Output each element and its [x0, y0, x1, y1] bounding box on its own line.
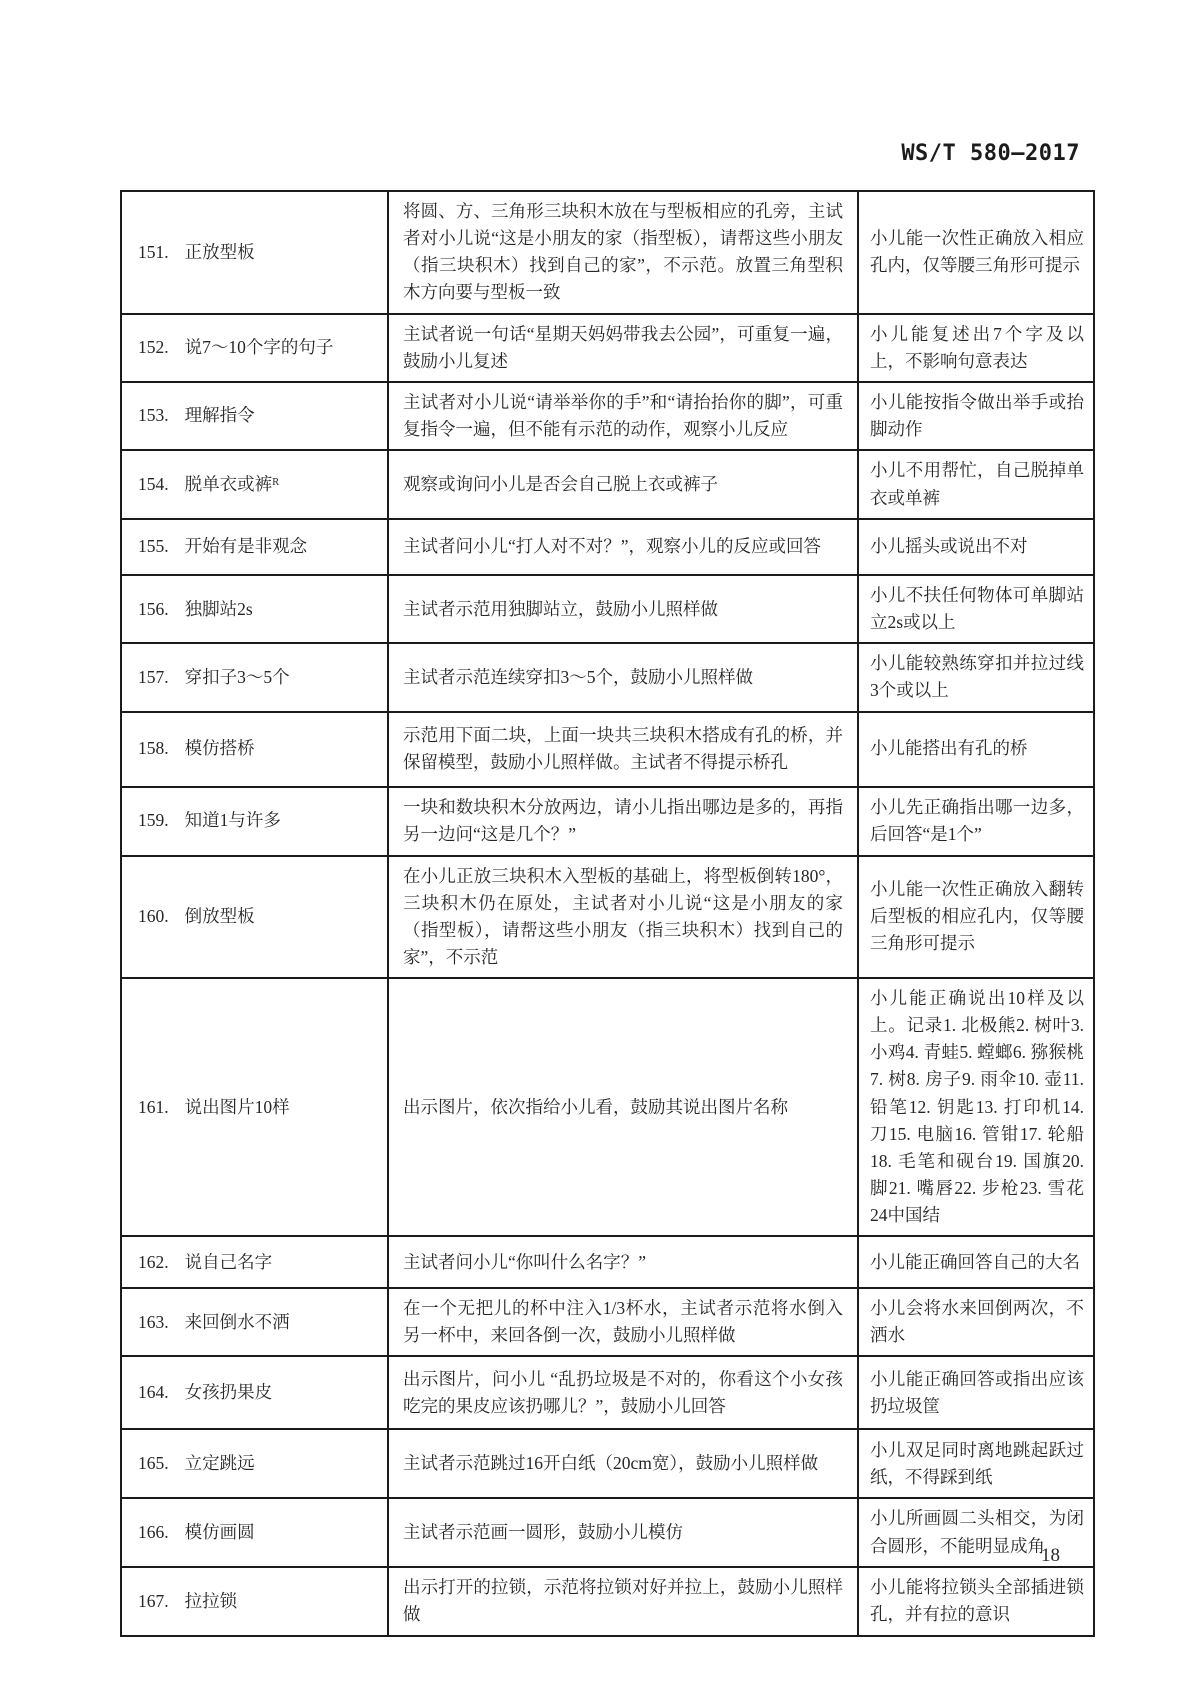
criteria-cell: 小儿能正确回答或指出应该扔垃圾筐 [858, 1356, 1094, 1429]
criteria-cell: 小儿不扶任何物体可单脚站立2s或以上 [858, 575, 1094, 643]
item-cell [121, 575, 388, 643]
criteria-cell: 小儿能将拉锁头全部插进锁孔，并有拉的意识 [858, 1567, 1094, 1636]
criteria-cell: 小儿能一次性正确放入翻转后型板的相应孔内，仅等腰三角形可提示 [858, 856, 1094, 979]
item-number: 155. [138, 536, 169, 557]
criteria-cell: 小儿能一次性正确放入相应孔内，仅等腰三角形可提示 [858, 191, 1094, 314]
item-number: 162. [138, 1251, 169, 1272]
item-name: 来回倒水不洒 [184, 1311, 290, 1332]
table-row [121, 314, 1094, 382]
criteria-cell: 小儿能复述出7个字及以上，不影响句意表达 [858, 314, 1094, 382]
item-number: 154. [138, 473, 169, 494]
method-cell: 示范用下面二块，上面一块共三块积木搭成有孔的桥，并保留模型，鼓励小儿照样做。主试者不得提示桥孔 [388, 712, 858, 787]
item-name: 开始有是非观念 [184, 536, 308, 557]
criteria-cell: 小儿摇头或说出不对 [858, 519, 1094, 575]
standard-number: WS/T 580—2017 [901, 141, 1080, 166]
table-row [121, 1288, 1094, 1356]
criteria-cell: 小儿先正确指出哪一边多，后回答“是1个” [858, 787, 1094, 856]
method-cell: 出示打开的拉锁，示范将拉锁对好并拉上，鼓励小儿照样做 [388, 1567, 858, 1636]
criteria-cell: 小儿双足同时离地跳起跃过纸，不得踩到纸 [858, 1429, 1094, 1498]
item-name: 独脚站2s [184, 598, 253, 619]
item-cell [121, 787, 388, 856]
item-number: 156. [138, 598, 169, 619]
table-row [121, 1236, 1094, 1288]
item-number: 165. [138, 1453, 169, 1474]
criteria-cell: 小儿能较熟练穿扣并拉过线3个或以上 [858, 643, 1094, 711]
criteria-cell: 小儿不用帮忙，自己脱掉单衣或单裤 [858, 450, 1094, 519]
table-row [121, 382, 1094, 450]
method-cell: 主试者对小儿说“请举举你的手”和“请抬抬你的脚”，可重复指令一遍，但不能有示范的动作，观察小儿反应 [388, 382, 858, 450]
item-number: 153. [138, 405, 169, 426]
item-cell [121, 191, 388, 314]
item-cell [121, 450, 388, 519]
criteria-cell: 小儿能按指令做出举手或抬脚动作 [858, 382, 1094, 450]
table-row [121, 575, 1094, 643]
method-cell: 主试者说一句话“星期天妈妈带我去公园”，可重复一遍，鼓励小儿复述 [388, 314, 858, 382]
item-cell [121, 856, 388, 979]
method-cell: 在一个无把儿的杯中注入1/3杯水，主试者示范将水倒入另一杯中，来回各倒一次，鼓励小儿照样做 [388, 1288, 858, 1356]
item-cell [121, 643, 388, 711]
table-row [121, 450, 1094, 519]
item-number: 160. [138, 906, 169, 927]
method-cell: 出示图片，依次指给小儿看，鼓励其说出图片名称 [388, 978, 858, 1236]
page-number: 18 [1041, 1545, 1060, 1566]
item-name: 女孩扔果皮 [184, 1382, 273, 1403]
item-number: 161. [138, 1096, 169, 1117]
table-row [121, 1567, 1094, 1636]
item-name: 说7～10个字的句子 [184, 337, 334, 358]
criteria-cell: 小儿能正确说出10样及以上。记录1. 北极熊2. 树叶3. 小鸡4. 青蛙5. 螳螂6. 猕猴桃7. 树8. 房子9. 雨伞10. 壶11. 铅笔12. 钥匙13. 打印机14. 刀15. 电脑16. 管钳17. 轮船18. 毛笔和砚台19. 国旗20. 脚21. 嘴唇22. 步枪23. 雪花24中国结 [858, 978, 1094, 1236]
method-cell: 主试者问小儿“打人对不对？”，观察小儿的反应或回答 [388, 519, 858, 575]
item-cell [121, 382, 388, 450]
table-row [121, 191, 1094, 314]
table-row [121, 856, 1094, 979]
item-number: 157. [138, 666, 169, 687]
item-number: 167. [138, 1590, 169, 1611]
table-row [121, 787, 1094, 856]
item-number: 158. [138, 738, 169, 759]
method-cell: 观察或询问小儿是否会自己脱上衣或裤子 [388, 450, 858, 519]
item-cell [121, 1498, 388, 1566]
item-name: 理解指令 [184, 405, 255, 426]
table-row [121, 1356, 1094, 1429]
method-cell: 主试者示范跳过16开白纸（20cm宽），鼓励小儿照样做 [388, 1429, 858, 1498]
item-number: 152. [138, 337, 169, 358]
item-name: 脱单衣或裤ᴿ [184, 473, 280, 494]
criteria-cell: 小儿会将水来回倒两次，不洒水 [858, 1288, 1094, 1356]
item-number: 164. [138, 1382, 169, 1403]
method-cell: 将圆、方、三角形三块积木放在与型板相应的孔旁，主试者对小儿说“这是小朋友的家（指型板），请帮这些小朋友（指三块积木）找到自己的家”，不示范。放置三角型积木方向要与型板一致 [388, 191, 858, 314]
table-row [121, 643, 1094, 711]
item-cell [121, 712, 388, 787]
table-row [121, 978, 1094, 1236]
item-name: 倒放型板 [184, 906, 255, 927]
method-cell: 在小儿正放三块积木入型板的基础上，将型板倒转180°，三块积木仍在原处，主试者对小儿说“这是小朋友的家（指型板），请帮这些小朋友（指三块积木）找到自己的家”，不示范 [388, 856, 858, 979]
criteria-cell: 小儿能正确回答自己的大名 [858, 1236, 1094, 1288]
method-cell: 主试者问小儿“你叫什么名字？” [388, 1236, 858, 1288]
assessment-items-table [120, 190, 1095, 1637]
item-number: 163. [138, 1311, 169, 1332]
item-name: 知道1与许多 [184, 810, 281, 831]
item-number: 151. [138, 241, 169, 262]
item-name: 立定跳远 [184, 1453, 255, 1474]
item-cell [121, 314, 388, 382]
item-cell [121, 519, 388, 575]
table-row [121, 1429, 1094, 1498]
method-cell: 出示图片，问小儿 “乱扔垃圾是不对的，你看这个小女孩吃完的果皮应该扔哪儿？”，鼓励小儿回答 [388, 1356, 858, 1429]
item-number: 159. [138, 810, 169, 831]
criteria-cell: 小儿能搭出有孔的桥 [858, 712, 1094, 787]
item-name: 模仿搭桥 [184, 738, 255, 759]
method-cell: 主试者示范连续穿扣3～5个，鼓励小儿照样做 [388, 643, 858, 711]
item-cell [121, 1567, 388, 1636]
criteria-cell: 小儿所画圆二头相交，为闭合圆形，不能明显成角 [858, 1498, 1094, 1566]
method-cell: 主试者示范用独脚站立，鼓励小儿照样做 [388, 575, 858, 643]
item-name: 穿扣子3～5个 [184, 666, 290, 687]
item-name: 拉拉锁 [184, 1590, 238, 1611]
item-cell [121, 1429, 388, 1498]
table-row [121, 1498, 1094, 1566]
method-cell: 一块和数块积木分放两边，请小儿指出哪边是多的，再指另一边问“这是几个？” [388, 787, 858, 856]
method-cell: 主试者示范画一圆形，鼓励小儿模仿 [388, 1498, 858, 1566]
item-name: 正放型板 [184, 241, 255, 262]
item-cell [121, 1236, 388, 1288]
item-name: 模仿画圆 [184, 1521, 255, 1542]
item-name: 说出图片10样 [184, 1096, 290, 1117]
table-row [121, 712, 1094, 787]
item-cell [121, 1288, 388, 1356]
item-number: 166. [138, 1521, 169, 1542]
item-cell [121, 1356, 388, 1429]
item-cell [121, 978, 388, 1236]
item-name: 说自己名字 [184, 1251, 273, 1272]
table-row [121, 519, 1094, 575]
